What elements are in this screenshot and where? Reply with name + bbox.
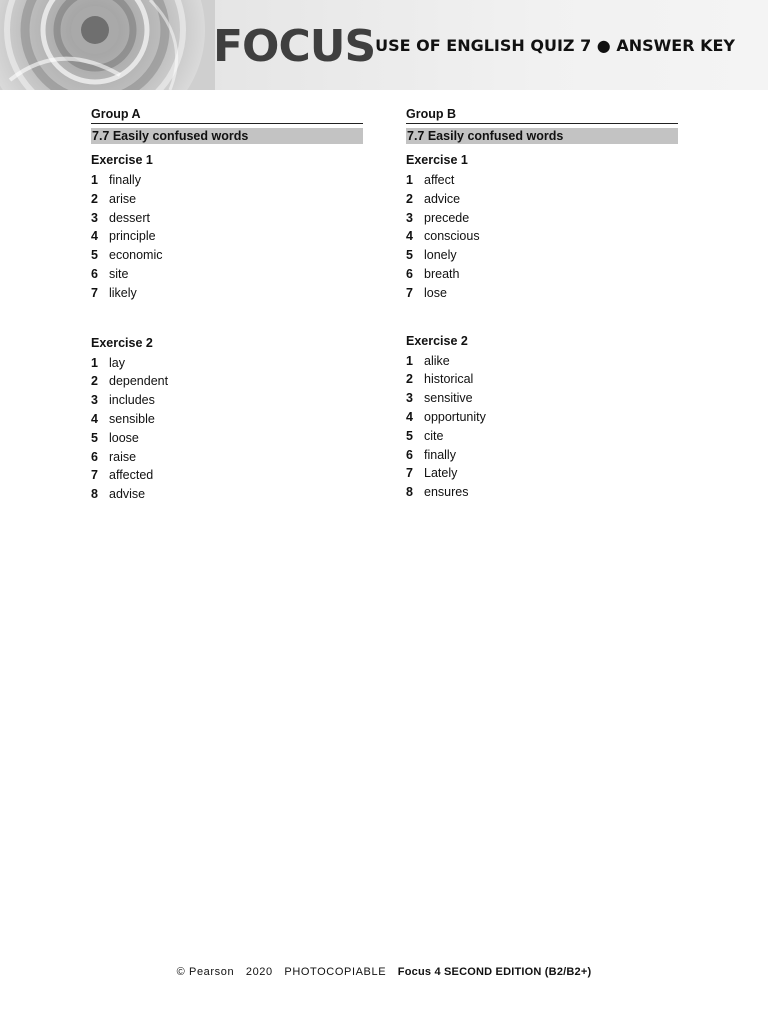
list-item: 4 sensible — [91, 411, 155, 426]
group-b-exercise-1-list — [406, 171, 678, 303]
group-a-exercise-2-title: Exercise 2 — [91, 335, 153, 350]
list-item: 1 lay — [91, 355, 125, 370]
list-item: 7 lose — [406, 285, 447, 300]
list-item: 3 dessert — [91, 210, 150, 225]
group-a-exercise-2-list — [91, 354, 363, 504]
group-a-column — [91, 106, 363, 504]
group-b-exercise-2-list — [406, 352, 678, 502]
list-item: 2 historical — [406, 372, 474, 387]
list-item: 3 sensitive — [406, 391, 473, 406]
footer-year: 2020 — [245, 966, 273, 978]
list-item: 7 affected — [91, 468, 154, 483]
list-item: 1 affect — [406, 173, 455, 187]
list-item: 7 likely — [91, 285, 137, 300]
page-footer — [0, 965, 768, 979]
page-header — [0, 0, 768, 90]
list-item: 6 site — [91, 266, 129, 281]
group-b-exercise-2-title: Exercise 2 — [406, 333, 468, 348]
list-item: 2 dependent — [91, 374, 169, 389]
group-b-column — [406, 106, 678, 502]
list-item: 8 ensures — [406, 485, 469, 500]
list-item: 5 loose — [91, 430, 139, 445]
list-item: 4 opportunity — [406, 409, 486, 424]
group-a-section-heading: 7.7 Easily confused words — [91, 128, 363, 144]
footer-copyright: © Pearson — [176, 966, 235, 978]
footer-edition: Focus 4 SECOND EDITION (B2/B2+) — [397, 966, 592, 978]
footer-photocopiable: PHOTOCOPIABLE — [284, 966, 387, 978]
group-b-section-heading: 7.7 Easily confused words — [406, 128, 678, 144]
list-item: 6 breath — [406, 266, 460, 281]
list-item: 4 principle — [91, 229, 156, 244]
list-item: 5 economic — [91, 248, 163, 263]
group-b-exercise-1-title: Exercise 1 — [406, 153, 468, 167]
group-a-title: Group A — [91, 106, 363, 124]
list-item: 3 includes — [91, 393, 155, 408]
list-item: 7 Lately — [406, 466, 458, 481]
list-item: 5 lonely — [406, 248, 457, 263]
list-item: 3 precede — [406, 210, 470, 225]
group-a-exercise-1-title: Exercise 1 — [91, 153, 153, 167]
group-a-exercise-1-list — [91, 171, 363, 303]
list-item: 5 cite — [406, 428, 444, 443]
list-item: 2 advice — [406, 191, 461, 206]
circular-swirl-graphic — [0, 0, 215, 90]
list-item: 6 raise — [91, 449, 137, 464]
list-item: 2 arise — [91, 191, 137, 206]
list-item: 1 alike — [406, 353, 450, 368]
group-b-title: Group B — [406, 106, 678, 124]
list-item: 4 conscious — [406, 229, 480, 244]
focus-logo: FOCUS — [213, 21, 376, 72]
page-title: USE OF ENGLISH QUIZ 7 ● ANSWER KEY — [375, 36, 735, 55]
list-item: 8 advise — [91, 487, 146, 502]
list-item: 1 finally — [91, 173, 141, 187]
list-item: 6 finally — [406, 447, 456, 462]
